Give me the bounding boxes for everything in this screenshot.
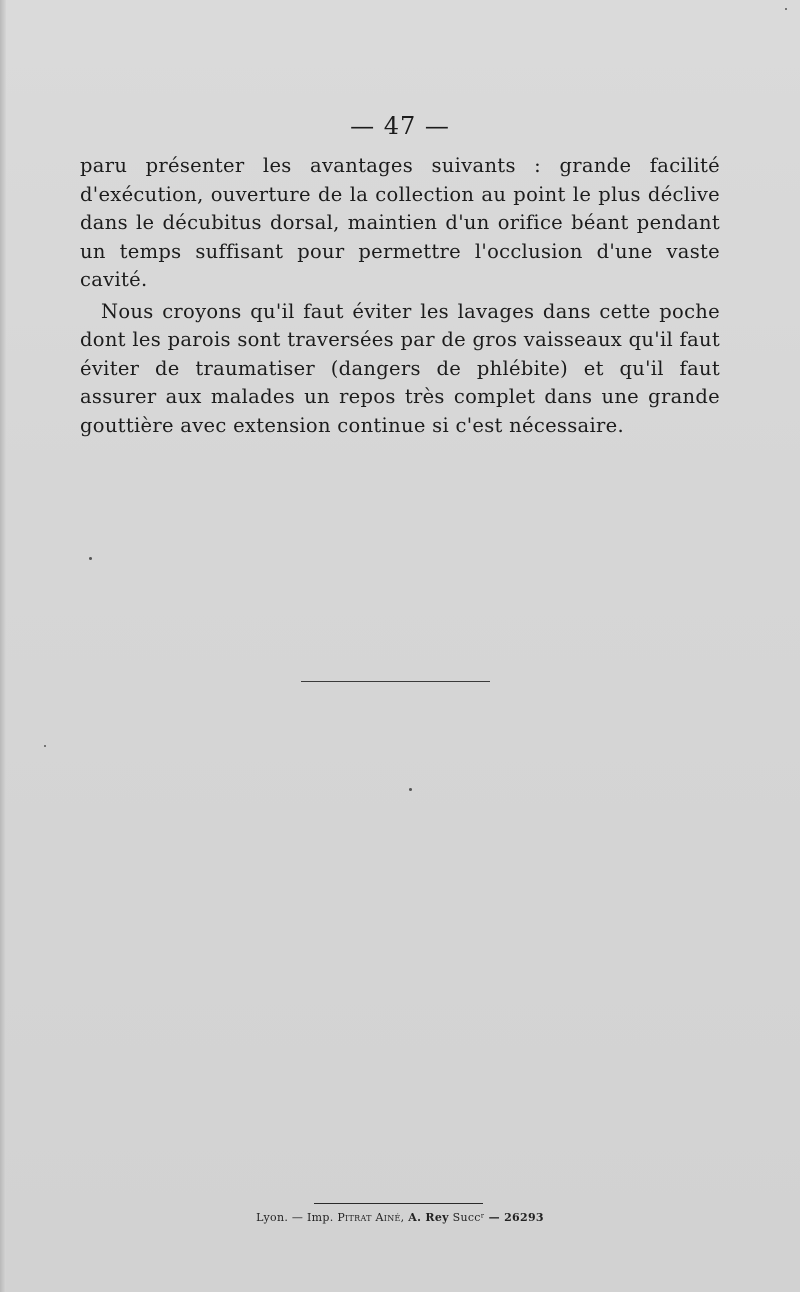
imprint-successor: A. Rey bbox=[408, 1211, 449, 1224]
imprint-city: Lyon. — Imp. bbox=[256, 1211, 334, 1224]
imprint-number: — 26293 bbox=[488, 1211, 544, 1224]
paper-speck bbox=[44, 745, 46, 747]
imprint-succ-label: Succʳ bbox=[452, 1211, 485, 1224]
paragraph-1: paru présenter les avantages suivants : grande facilité d'exécution, ouverture de la collection au point le plus déclive dans le décubitus dorsal, maintien d'un orifice béant pendant un temps suffisant pour permettre l'occlusion d'une vaste cavité. bbox=[80, 154, 720, 291]
section-divider bbox=[301, 681, 490, 682]
page-edge bbox=[0, 0, 6, 1292]
paper-speck bbox=[409, 788, 412, 791]
page-number: — 47 — bbox=[350, 112, 450, 140]
printer-imprint bbox=[0, 1211, 800, 1224]
body-text bbox=[80, 152, 720, 440]
paragraph-2: Nous croyons qu'il faut éviter les lavages dans cette poche dont les parois sont traversées par de gros vaisseaux qu'il faut éviter de traumatiser (dangers de phlébite) et qu'il faut assurer aux malades un repos très complet dans une grande gouttière avec extension continue si c'est nécessaire. bbox=[80, 299, 720, 437]
paper-speck bbox=[785, 8, 787, 10]
imprint-printer: Pitrat Ainé, bbox=[337, 1211, 405, 1224]
paper-speck bbox=[89, 557, 92, 560]
footer-divider bbox=[314, 1203, 483, 1204]
